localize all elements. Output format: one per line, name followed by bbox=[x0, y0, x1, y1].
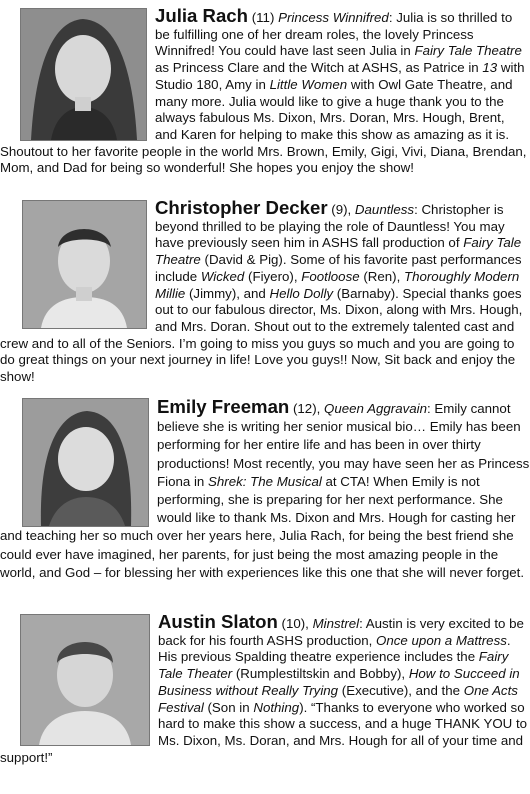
italic-title: Fairy Tale Theatre bbox=[155, 235, 522, 268]
bio-austin-slaton bbox=[0, 611, 530, 766]
role-name: Dauntless bbox=[354, 202, 415, 217]
bio-sentence: (Executive), and the bbox=[338, 682, 464, 698]
bio-sentence: (David & Pig). Some of his favorite past performances include bbox=[155, 252, 522, 284]
actor-name: Emily Freeman bbox=[157, 396, 290, 417]
italic-title: Fairy Tale Theatre bbox=[414, 43, 522, 59]
bio-sentence: as Princess Clare and the Witch at ASHS, as Patrice in bbox=[155, 60, 483, 76]
portrait-image bbox=[23, 201, 146, 328]
bio-sentence: with Owl Gate Theatre, and many more. Julia would like to give a huge thank you to the always fabulous Ms. Dixon, Mrs. Doran, Mrs. Hough, Brent, and Karen for helping to make this show as amazing as it is. Shoutout to her favorite people in the world Mrs. Brown, Emily, Gigi, Vivi, Diana, Brendan, Mom, and Dad for being so wonderful! She hopes you enjoy the show! bbox=[0, 76, 527, 176]
italic-title: How to Succeed in Business without Really Trying bbox=[158, 666, 520, 698]
role-name: Minstrel bbox=[312, 616, 360, 631]
bio-julia-rach bbox=[0, 5, 530, 177]
actor-name: Christopher Decker bbox=[155, 197, 328, 218]
italic-title: Nothing bbox=[253, 699, 300, 715]
portrait-image bbox=[21, 9, 146, 140]
bio-sentence: : Christopher is beyond thrilled to be playing the role of Dauntless! You may have previously seen him in ASHS fall production of bbox=[155, 202, 505, 251]
grade: (11) bbox=[248, 10, 279, 25]
bio-sentence: (Son in bbox=[203, 699, 254, 715]
bio-sentence: (Barnaby). Special thanks goes out to our fabulous director, Ms. Dixon, along with Mrs. Hough, and Mrs. Doran. Shout out to the extremely talented cast and crew and to all of the Seniors. I’m going to miss you guys so much and you are going to do great things on your next journey in life! Love you guys!! Now, Sit back and enjoy the show! bbox=[0, 285, 523, 385]
bio-christopher-decker bbox=[0, 197, 530, 386]
bio-sentence: (Ren), bbox=[359, 268, 404, 284]
grade: (9), bbox=[327, 202, 355, 217]
portrait-image bbox=[23, 399, 148, 526]
bio-sentence: : Julia is so thrilled to be fulfilling one of her dream roles, the lovely Princess Winnifred! You could have last seen Julia in bbox=[155, 10, 513, 59]
bio-sentence: : Austin is very excited to be back for his fourth ASHS production, bbox=[158, 616, 524, 648]
italic-title: Fairy Tale Theater bbox=[158, 649, 509, 682]
role-name: Queen Aggravain bbox=[324, 401, 428, 416]
bio-sentence: . His previous Spalding theatre experience includes the bbox=[158, 632, 511, 665]
italic-title: 13 bbox=[482, 60, 498, 76]
role-name: Princess Winnifred bbox=[278, 10, 389, 25]
headshot-photo bbox=[20, 8, 147, 141]
italic-title: Thoroughly Modern Millie bbox=[155, 268, 520, 301]
bio-sentence: with Studio 180, Amy in bbox=[155, 60, 525, 92]
italic-title: Shrek: The Musical bbox=[208, 473, 322, 489]
italic-title: Footloose bbox=[301, 268, 360, 284]
headshot-photo bbox=[22, 200, 147, 329]
bio-sentence: ). “Thanks to everyone who worked so hard to make this show a success, and a huge THANK YOU to Ms. Dixon, Ms. Doran, and Mrs. Hough for all of your time and support!” bbox=[0, 699, 528, 765]
italic-title: Hello Dolly bbox=[269, 285, 334, 301]
headshot-photo bbox=[22, 398, 149, 527]
italic-title: Little Women bbox=[269, 76, 348, 92]
bio-sentence: at CTA! When Emily is not performing, she is preparing for her next performance. She would like to thank Ms. Dixon and Mrs. Hough for casting her and teaching her so much over her years here, Julia Rach, for being the best friend she could ever have imagined, her parents, for just being the most amazing people in the world, and God – for blessing her with experiences like this one that she will never forget. bbox=[0, 473, 525, 580]
bio-sentence: : Emily cannot believe she is writing her senior musical bio… Emily has been performing for her entire life and has been in over thirty productions! Most recently, you may have seen her as Princess Fiona in bbox=[157, 401, 530, 489]
bio-emily-freeman bbox=[0, 398, 530, 582]
grade: (12), bbox=[289, 401, 325, 416]
actor-name: Julia Rach bbox=[155, 5, 249, 26]
grade: (10), bbox=[277, 616, 313, 631]
italic-title: Once upon a Mattress bbox=[376, 632, 507, 648]
bio-sentence: (Rumplestiltskin and Bobby), bbox=[232, 666, 409, 682]
headshot-photo bbox=[20, 614, 150, 746]
italic-title: One Acts Festival bbox=[158, 682, 518, 715]
portrait-image bbox=[21, 615, 149, 745]
italic-title: Wicked bbox=[200, 268, 245, 284]
actor-name: Austin Slaton bbox=[158, 611, 278, 632]
bio-sentence: (Jimmy), and bbox=[185, 285, 270, 301]
bio-sentence: (Fiyero), bbox=[244, 268, 302, 284]
